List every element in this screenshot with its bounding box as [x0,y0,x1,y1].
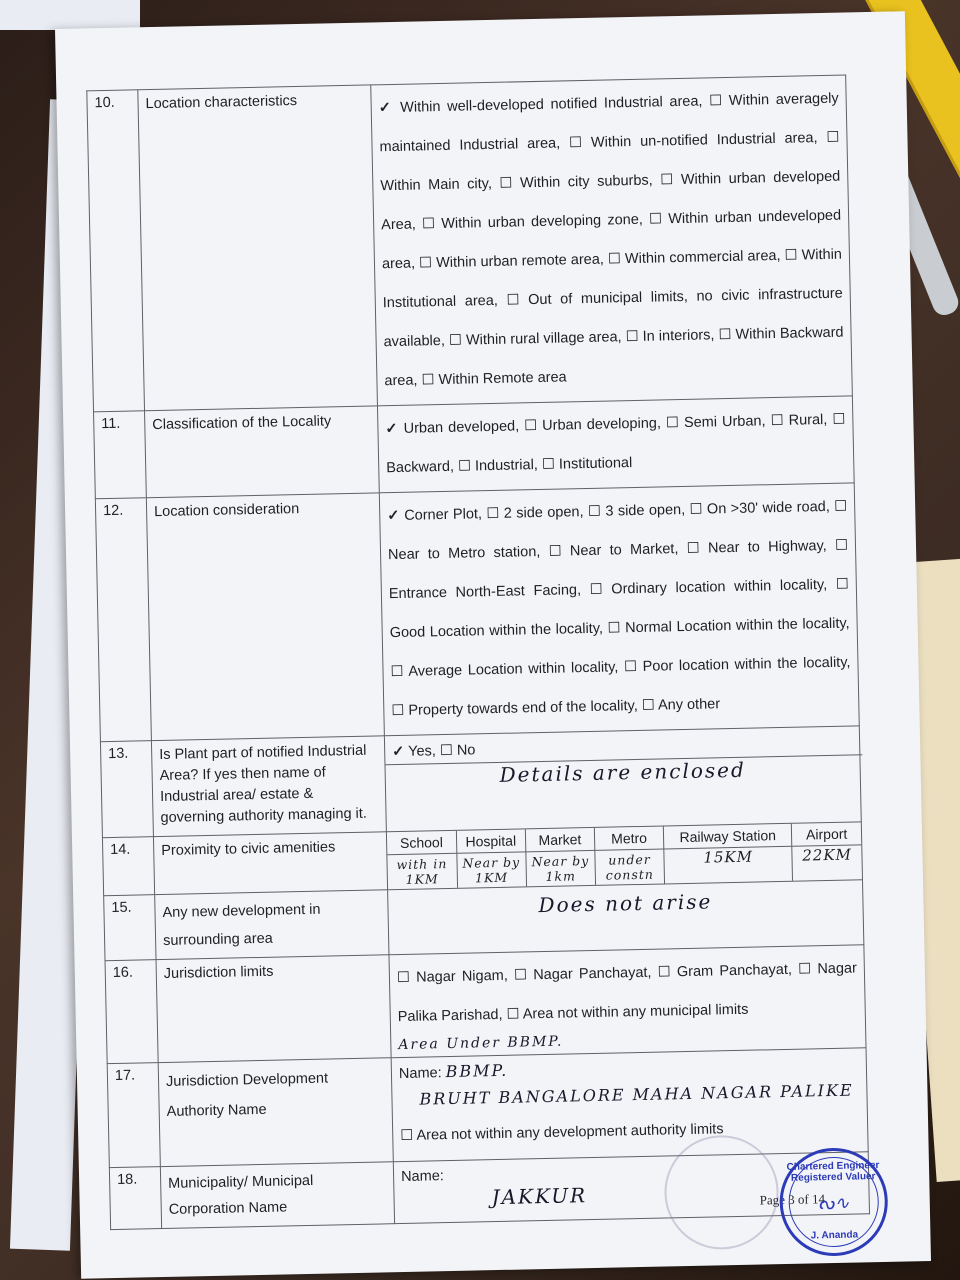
row-number: 16. [105,960,158,1064]
row-number: 12. [95,498,151,742]
amenity-value: under constn [595,849,665,885]
handwritten-note: Area Under BBMP. [398,1033,564,1054]
seal-top-text: Chartered Engineer Registered Valuer [786,1160,880,1184]
row-number: 18. [109,1167,161,1230]
handwritten-note: BBMP. [445,1060,509,1082]
amenity-header: Airport [792,822,862,846]
row-label: Jurisdiction Development Authority Name [158,1058,393,1167]
name-label: Name: [400,1168,444,1186]
amenity-header: Market [525,828,595,852]
form-row-10 [87,75,853,412]
row-number: 11. [94,411,147,499]
row-options [379,483,859,736]
amenity-header: Railway Station [663,824,792,849]
option-text: Urban developed, ☐ Urban developing, ☐ Semi Urban, ☐ Rural, ☐ Backward, ☐ Industrial, ☐ Institutional [386,411,846,477]
row-options [389,945,866,1058]
check-mark-icon: ✓ [378,99,394,117]
row-value [388,880,864,955]
option-text: Corner Plot, ☐ 2 side open, ☐ 3 side open, ☐ On >30' wide road, ☐ Near to Metro station, ☐ Near to Market, ☐ Near to Highway, ☐ Entrance North-East Facing, ☐ Ordinary location within locality, ☐ Good Location within the locality, ☐ Normal Location within the locality, ☐ Average Location within locality, ☐ Poor location within the locality, ☐ Property towards end of the locality, ☐ Any other [387,498,851,720]
check-mark-icon: ✓ [387,507,400,525]
valuer-seal [779,1147,889,1257]
name-label: Name: [398,1065,442,1083]
form-row-11 [94,396,855,499]
amenity-value: with in 1KM [387,853,457,889]
row-label: Proximity to civic amenities [153,832,387,895]
seal-bottom-text: J. Ananda [810,1229,859,1242]
check-mark-icon: ✓ [392,743,405,761]
check-mark-icon: ✓ [385,420,399,438]
handwritten-note: JAKKUR [491,1183,588,1210]
form-page [55,11,931,1279]
row-options [377,396,854,493]
option-text: ☐ Area not within any development authority limits [400,1121,724,1145]
row-label: Location characteristics [138,85,378,411]
amenities-table [387,822,862,889]
row-number: 17. [107,1063,160,1168]
row-number: 10. [87,90,145,412]
row-label: Any new development in surrounding area [155,890,389,960]
form-row-13 [100,726,861,838]
signature: ᔓ∿ [817,1192,850,1215]
form-row-12 [95,483,859,742]
row-label: Jurisdiction limits [156,955,391,1063]
page-footer: Page 3 of 14 [759,1191,826,1208]
row-options [384,726,861,832]
amenity-value: Near by 1KM [456,852,526,888]
row-options [371,75,853,406]
row-number: 15. [104,895,156,961]
row-label: Classification of the Locality [145,406,380,498]
amenity-value: 22KM [792,845,862,881]
amenity-value: 15KM [664,846,793,883]
valuation-form-table [86,74,870,1230]
row-number: 14. [102,837,154,896]
row-label: Municipality/ Municipal Corporation Name [160,1162,394,1229]
option-text: Yes, ☐ No [407,742,476,760]
amenity-header: Hospital [456,829,526,853]
row-value [391,1048,868,1162]
handwritten-note: BRUHT BANGALORE MAHA NAGAR PALIKE [419,1080,854,1109]
row-number: 13. [100,741,153,838]
amenity-value: Near by 1km [526,850,596,886]
row-label: Is Plant part of notified Industrial Area? If yes then name of Industrial area/ estate & governing authority managing it. [151,736,386,837]
handwritten-note: Details are enclosed [385,754,862,789]
option-text: ☐ Nagar Nigam, ☐ Nagar Panchayat, ☐ Gram Panchayat, ☐ Nagar Palika Parishad, ☐ Area not within any municipal limits [396,960,858,1026]
option-text: Within well-developed notified Industrial area, ☐ Within averagely maintained Industrial area, ☐ Within un-notified Industrial area, ☐ Within Main city, ☐ Within city suburbs, ☐ Within urban developed Area, ☐ Within urban developing zone, ☐ Within urban undeveloped area, ☐ Within urban remote area, ☐ Within commercial area, ☐ Within Institutional area, ☐ Out of municipal limits, no civic infrastructure available, ☐ Within rural village area, ☐ In interiors, ☐ Within Backward area, ☐ Within Remote area [379,90,844,390]
form-row-16 [105,945,866,1064]
amenity-header: School [387,831,457,855]
row-label: Location consideration [146,493,384,741]
paper-stack-sheet [0,0,140,30]
handwritten-note: Does not arise [538,889,713,918]
amenity-header: Metro [594,826,664,850]
amenities-cell [386,822,862,890]
